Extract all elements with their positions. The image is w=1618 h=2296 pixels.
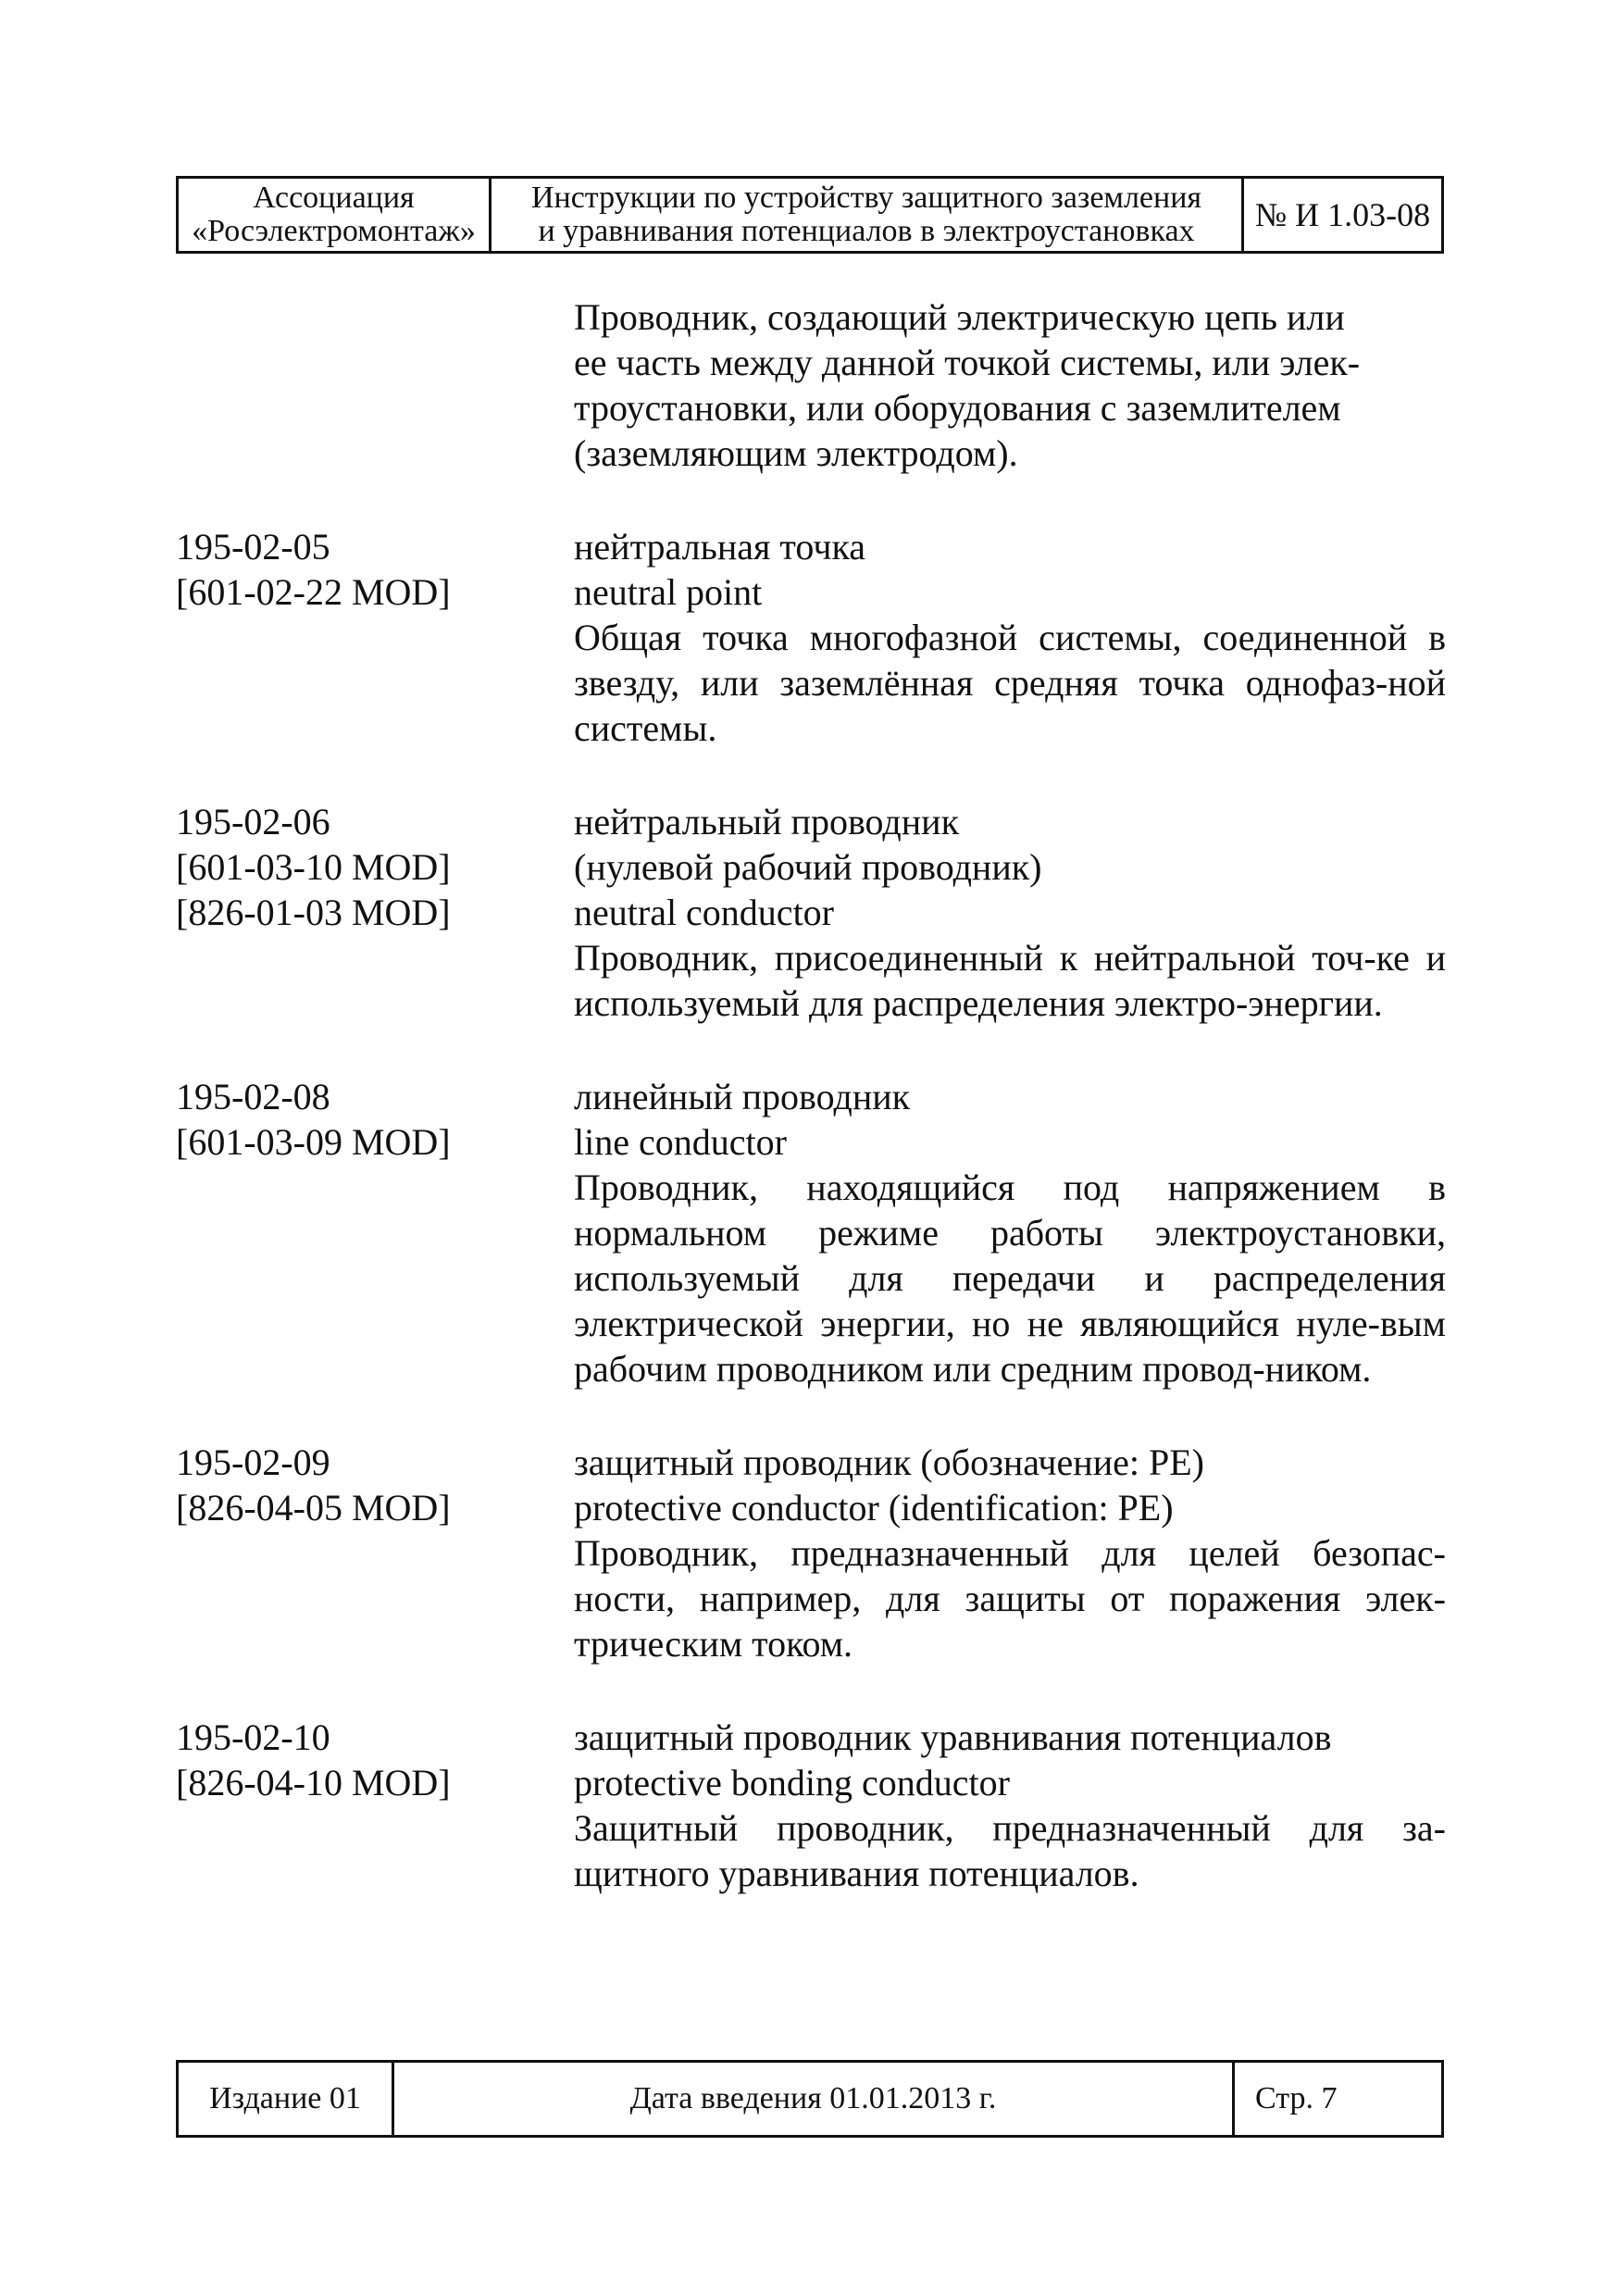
term-definition: Проводник, присоединенный к нейтральной точ-ке и используемый для распределения электро-энергии. bbox=[574, 937, 1446, 1024]
term-ref: [826-04-05 MOD] bbox=[176, 1487, 451, 1529]
term-entry bbox=[176, 524, 1446, 751]
term-definition: Проводник, находящийся под напряжением в нормальном режиме работы электроустановки, используемый для передачи и распределения электрической энергии, но не являющийся нуле-вым рабочим проводником или средним провод-ником. bbox=[574, 1167, 1446, 1390]
footer-date bbox=[394, 2063, 1235, 2135]
term-id: 195-02-09 bbox=[176, 1441, 330, 1483]
footer-table bbox=[176, 2060, 1444, 2138]
header-title bbox=[492, 179, 1244, 251]
page-number: Стр. 7 bbox=[1255, 2081, 1338, 2115]
term-en: line conductor bbox=[574, 1121, 787, 1163]
term-description bbox=[574, 1074, 1446, 1391]
date-label: Дата введения 01.01.2013 г. bbox=[629, 2081, 997, 2115]
term-description bbox=[574, 799, 1446, 1026]
header-table bbox=[176, 176, 1444, 254]
term-ref: [826-04-10 MOD] bbox=[176, 1762, 451, 1803]
title-line-1: Инструкции по устройству защитного заземления bbox=[530, 181, 1202, 215]
term-ref: [601-02-22 MOD] bbox=[176, 571, 451, 613]
term-ids bbox=[176, 524, 574, 751]
term-description bbox=[574, 1715, 1446, 1896]
term-id: 195-02-05 bbox=[176, 526, 330, 568]
intro-line: троустановки, или оборудования с заземлителем bbox=[574, 387, 1341, 429]
footer-page bbox=[1235, 2063, 1441, 2135]
org-line-2: «Росэлектромонтаж» bbox=[192, 214, 476, 248]
term-ru: нейтральная точка bbox=[574, 526, 866, 568]
term-en: neutral conductor bbox=[574, 892, 834, 933]
term-ids bbox=[176, 1074, 574, 1391]
term-ru: линейный проводник bbox=[574, 1076, 911, 1117]
term-ref: [826-01-03 MOD] bbox=[176, 892, 451, 933]
term-en: neutral point bbox=[574, 571, 763, 613]
intro-paragraph bbox=[574, 294, 1446, 476]
term-description bbox=[574, 1440, 1446, 1666]
intro-line: Проводник, создающий электрическую цепь или bbox=[574, 296, 1345, 338]
term-ref: [601-03-10 MOD] bbox=[176, 846, 451, 888]
term-entry bbox=[176, 1074, 1446, 1391]
term-ids bbox=[176, 1440, 574, 1666]
footer-edition bbox=[179, 2063, 394, 2135]
org-line-1: Ассоциация bbox=[253, 181, 415, 215]
document-body bbox=[176, 294, 1446, 1896]
term-ru: нейтральный проводник bbox=[574, 801, 959, 842]
header-organization bbox=[179, 179, 492, 251]
term-ru: защитный проводник (обозначение: PE) bbox=[574, 1441, 1204, 1483]
term-id: 195-02-10 bbox=[176, 1716, 330, 1758]
term-definition: Общая точка многофазной системы, соединенной в звезду, или заземлённая средняя точка однофаз-ной системы. bbox=[574, 617, 1446, 749]
term-ru: защитный проводник уравнивания потенциалов bbox=[574, 1716, 1332, 1758]
term-definition: Защитный проводник, предназначенный для за-щитного уравнивания потенциалов. bbox=[574, 1807, 1446, 1894]
edition-label: Издание 01 bbox=[209, 2081, 361, 2115]
term-en: protective conductor (identification: PE) bbox=[574, 1487, 1174, 1529]
term-en: protective bonding conductor bbox=[574, 1762, 1010, 1803]
term-ids bbox=[176, 1715, 574, 1896]
intro-line: (заземляющим электродом). bbox=[574, 432, 1018, 474]
term-description bbox=[574, 524, 1446, 751]
term-ref: [601-03-09 MOD] bbox=[176, 1121, 451, 1163]
header-doc-number bbox=[1244, 179, 1441, 251]
title-line-2: и уравнивания потенциалов в электроустановках bbox=[538, 214, 1195, 248]
doc-number: № И 1.03-08 bbox=[1254, 196, 1431, 233]
term-id: 195-02-06 bbox=[176, 801, 330, 842]
term-ids bbox=[176, 799, 574, 1026]
term-entry bbox=[176, 799, 1446, 1026]
term-definition: Проводник, предназначенный для целей безопас-ности, например, для защиты от поражения элек-трическим током. bbox=[574, 1532, 1446, 1665]
term-entry bbox=[176, 1440, 1446, 1666]
intro-line: ее часть между данной точкой системы, или элек- bbox=[574, 342, 1361, 383]
term-entry bbox=[176, 1715, 1446, 1896]
term-entries bbox=[176, 524, 1446, 1896]
term-ru-alt: (нулевой рабочий проводник) bbox=[574, 846, 1042, 888]
term-id: 195-02-08 bbox=[176, 1076, 330, 1117]
